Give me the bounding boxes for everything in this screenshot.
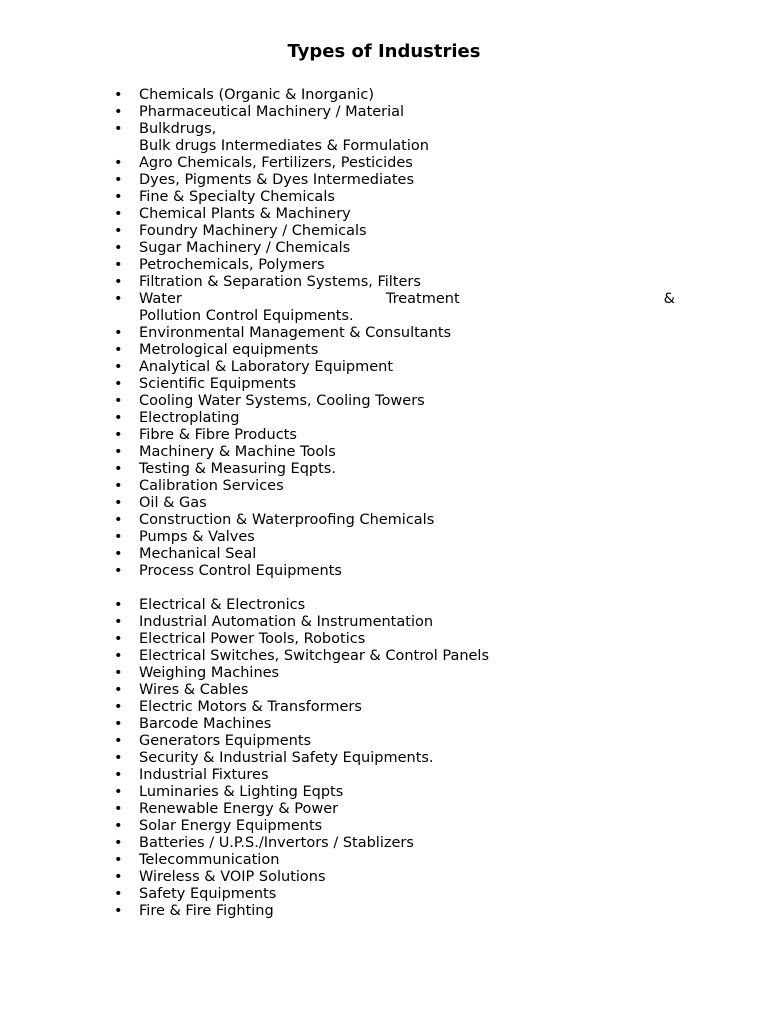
- bullet-icon: •: [114, 478, 123, 494]
- list-item: [0, 784, 675, 801]
- list-item-text: Chemicals (Organic & Inorganic): [139, 87, 375, 103]
- list-item-text-line2: Bulk drugs Intermediates & Formulation: [139, 138, 429, 154]
- bullet-icon: •: [114, 903, 123, 919]
- list-item-text: Foundry Machinery / Chemicals: [139, 223, 367, 239]
- bullet-icon: •: [114, 648, 123, 664]
- list-item-text: Petrochemicals, Polymers: [139, 257, 325, 273]
- bullet-icon: •: [114, 155, 123, 171]
- bullet-icon: •: [114, 716, 123, 732]
- list-item-text: Fibre & Fibre Products: [139, 427, 297, 443]
- list-item-text: Oil & Gas: [139, 495, 207, 511]
- bullet-icon: •: [114, 529, 123, 545]
- bullet-icon: •: [114, 852, 123, 868]
- list-item: [0, 325, 675, 342]
- list-item: [0, 342, 675, 359]
- list-item-text: Weighing Machines: [139, 665, 280, 681]
- list-item: [0, 206, 675, 223]
- list-item-text: Wireless & VOIP Solutions: [139, 869, 326, 885]
- list-item: [0, 597, 675, 614]
- list-item-text: Electrical Power Tools, Robotics: [139, 631, 366, 647]
- list-item-text: Fire & Fire Fighting: [139, 903, 274, 919]
- list-item-text: Electrical & Electronics: [139, 597, 306, 613]
- list-item-text: Pharmaceutical Machinery / Material: [139, 104, 405, 120]
- bullet-icon: •: [114, 461, 123, 477]
- list-item-text: Calibration Services: [139, 478, 284, 494]
- list-item: [0, 546, 675, 563]
- list-item: [0, 240, 675, 257]
- list-item: [0, 750, 675, 767]
- list-item-text: Machinery & Machine Tools: [139, 444, 336, 460]
- list-item: [0, 121, 675, 155]
- list-item-text: Metrological equipments: [139, 342, 319, 358]
- bullet-icon: •: [114, 172, 123, 188]
- list-item-text: Chemical Plants & Machinery: [139, 206, 351, 222]
- bullet-icon: •: [114, 223, 123, 239]
- list-item-text: Industrial Fixtures: [139, 767, 269, 783]
- bullet-icon: •: [114, 274, 123, 290]
- list-item-text: Security & Industrial Safety Equipments.: [139, 750, 434, 766]
- list-item: [0, 699, 675, 716]
- bullet-icon: •: [114, 410, 123, 426]
- list-item: [0, 274, 675, 291]
- word-treatment: Treatment: [385, 291, 460, 307]
- bullet-icon: •: [114, 87, 123, 103]
- list-item-text: Electric Motors & Transformers: [139, 699, 362, 715]
- list-item-text: Agro Chemicals, Fertilizers, Pesticides: [139, 155, 413, 171]
- bullet-icon: •: [114, 240, 123, 256]
- bullet-icon: •: [114, 784, 123, 800]
- list-item: [0, 478, 675, 495]
- justified-line: [139, 291, 675, 308]
- bullet-icon: •: [114, 512, 123, 528]
- list-item-text: Fine & Specialty Chemicals: [139, 189, 335, 205]
- list-item-text: Pumps & Valves: [139, 529, 255, 545]
- list-item: [0, 393, 675, 410]
- list-item-text-line1: Bulkdrugs,: [139, 121, 217, 137]
- list-item-text: Renewable Energy & Power: [139, 801, 339, 817]
- bullet-icon: •: [114, 546, 123, 562]
- word-water: Water: [139, 291, 182, 307]
- list-item: [0, 886, 675, 903]
- bullet-icon: •: [114, 767, 123, 783]
- list-item: [0, 648, 675, 665]
- list-item-text: Testing & Measuring Eqpts.: [139, 461, 336, 477]
- list-item-text: Electroplating: [139, 410, 240, 426]
- list-item: [0, 376, 675, 393]
- list-item: [0, 767, 675, 784]
- list-item: [0, 801, 675, 818]
- bullet-icon: •: [114, 427, 123, 443]
- list-item: [0, 257, 675, 274]
- list-item-text: Batteries / U.P.S./Invertors / Stablizers: [139, 835, 414, 851]
- bullet-icon: •: [114, 444, 123, 460]
- list-item-text: Sugar Machinery / Chemicals: [139, 240, 351, 256]
- list-item-text: Construction & Waterproofing Chemicals: [139, 512, 435, 528]
- list-item: [0, 495, 675, 512]
- industry-list-electrical: [0, 597, 768, 920]
- list-item-text: Generators Equipments: [139, 733, 312, 749]
- list-item-text: Environmental Management & Consultants: [139, 325, 452, 341]
- list-item: [0, 172, 675, 189]
- list-item-text: Industrial Automation & Instrumentation: [139, 614, 434, 630]
- bullet-icon: •: [114, 801, 123, 817]
- list-item: [0, 733, 675, 750]
- list-item: [0, 614, 675, 631]
- list-item-text: Telecommunication: [139, 852, 280, 868]
- list-item-text: Cooling Water Systems, Cooling Towers: [139, 393, 425, 409]
- industry-list-primary: [0, 87, 768, 580]
- list-item: [0, 444, 675, 461]
- list-item-text-line2: Pollution Control Equipments.: [139, 308, 354, 324]
- bullet-icon: •: [114, 495, 123, 511]
- bullet-icon: •: [114, 835, 123, 851]
- bullet-icon: •: [114, 359, 123, 375]
- word-ampersand: &: [663, 291, 675, 307]
- list-item: [0, 427, 675, 444]
- list-item-text: Solar Energy Equipments: [139, 818, 323, 834]
- list-item: [0, 716, 675, 733]
- list-item: [0, 818, 675, 835]
- bullet-icon: •: [114, 614, 123, 630]
- list-item-text: Filtration & Separation Systems, Filters: [139, 274, 421, 290]
- bullet-icon: •: [114, 257, 123, 273]
- bullet-icon: •: [114, 682, 123, 698]
- list-item: [0, 563, 675, 580]
- list-item: [0, 869, 675, 886]
- bullet-icon: •: [114, 325, 123, 341]
- list-item-text: Dyes, Pigments & Dyes Intermediates: [139, 172, 415, 188]
- bullet-icon: •: [114, 291, 123, 307]
- list-item: [0, 410, 675, 427]
- list-item: [0, 155, 675, 172]
- bullet-icon: •: [114, 750, 123, 766]
- bullet-icon: •: [114, 563, 123, 579]
- bullet-icon: •: [114, 597, 123, 613]
- list-item: [0, 189, 675, 206]
- list-item: [0, 291, 675, 325]
- bullet-icon: •: [114, 818, 123, 834]
- list-item-text: Wires & Cables: [139, 682, 249, 698]
- list-item-text: Safety Equipments: [139, 886, 277, 902]
- list-item: [0, 223, 675, 240]
- bullet-icon: •: [114, 869, 123, 885]
- list-item-text: Electrical Switches, Switchgear & Control Panels: [139, 648, 490, 664]
- bullet-icon: •: [114, 733, 123, 749]
- page-title: Types of Industries: [287, 41, 481, 62]
- list-item: [0, 631, 675, 648]
- bullet-icon: •: [114, 699, 123, 715]
- list-item: [0, 665, 675, 682]
- list-item-text: Analytical & Laboratory Equipment: [139, 359, 394, 375]
- list-item: [0, 852, 675, 869]
- list-item-text: Mechanical Seal: [139, 546, 257, 562]
- list-item: [0, 461, 675, 478]
- bullet-icon: •: [114, 886, 123, 902]
- list-item: [0, 359, 675, 376]
- list-item-text: Scientific Equipments: [139, 376, 297, 392]
- list-item: [0, 87, 675, 104]
- bullet-icon: •: [114, 631, 123, 647]
- list-item: [0, 104, 675, 121]
- bullet-icon: •: [114, 121, 123, 137]
- bullet-icon: •: [114, 665, 123, 681]
- bullet-icon: •: [114, 393, 123, 409]
- list-item: [0, 512, 675, 529]
- list-item-text: Luminaries & Lighting Eqpts: [139, 784, 344, 800]
- list-item-text: Barcode Machines: [139, 716, 272, 732]
- bullet-icon: •: [114, 104, 123, 120]
- list-item: [0, 835, 675, 852]
- list-item: [0, 682, 675, 699]
- bullet-icon: •: [114, 206, 123, 222]
- list-item: [0, 903, 675, 920]
- list-item-text: Process Control Equipments: [139, 563, 342, 579]
- bullet-icon: •: [114, 189, 123, 205]
- list-item: [0, 529, 675, 546]
- bullet-icon: •: [114, 376, 123, 392]
- bullet-icon: •: [114, 342, 123, 358]
